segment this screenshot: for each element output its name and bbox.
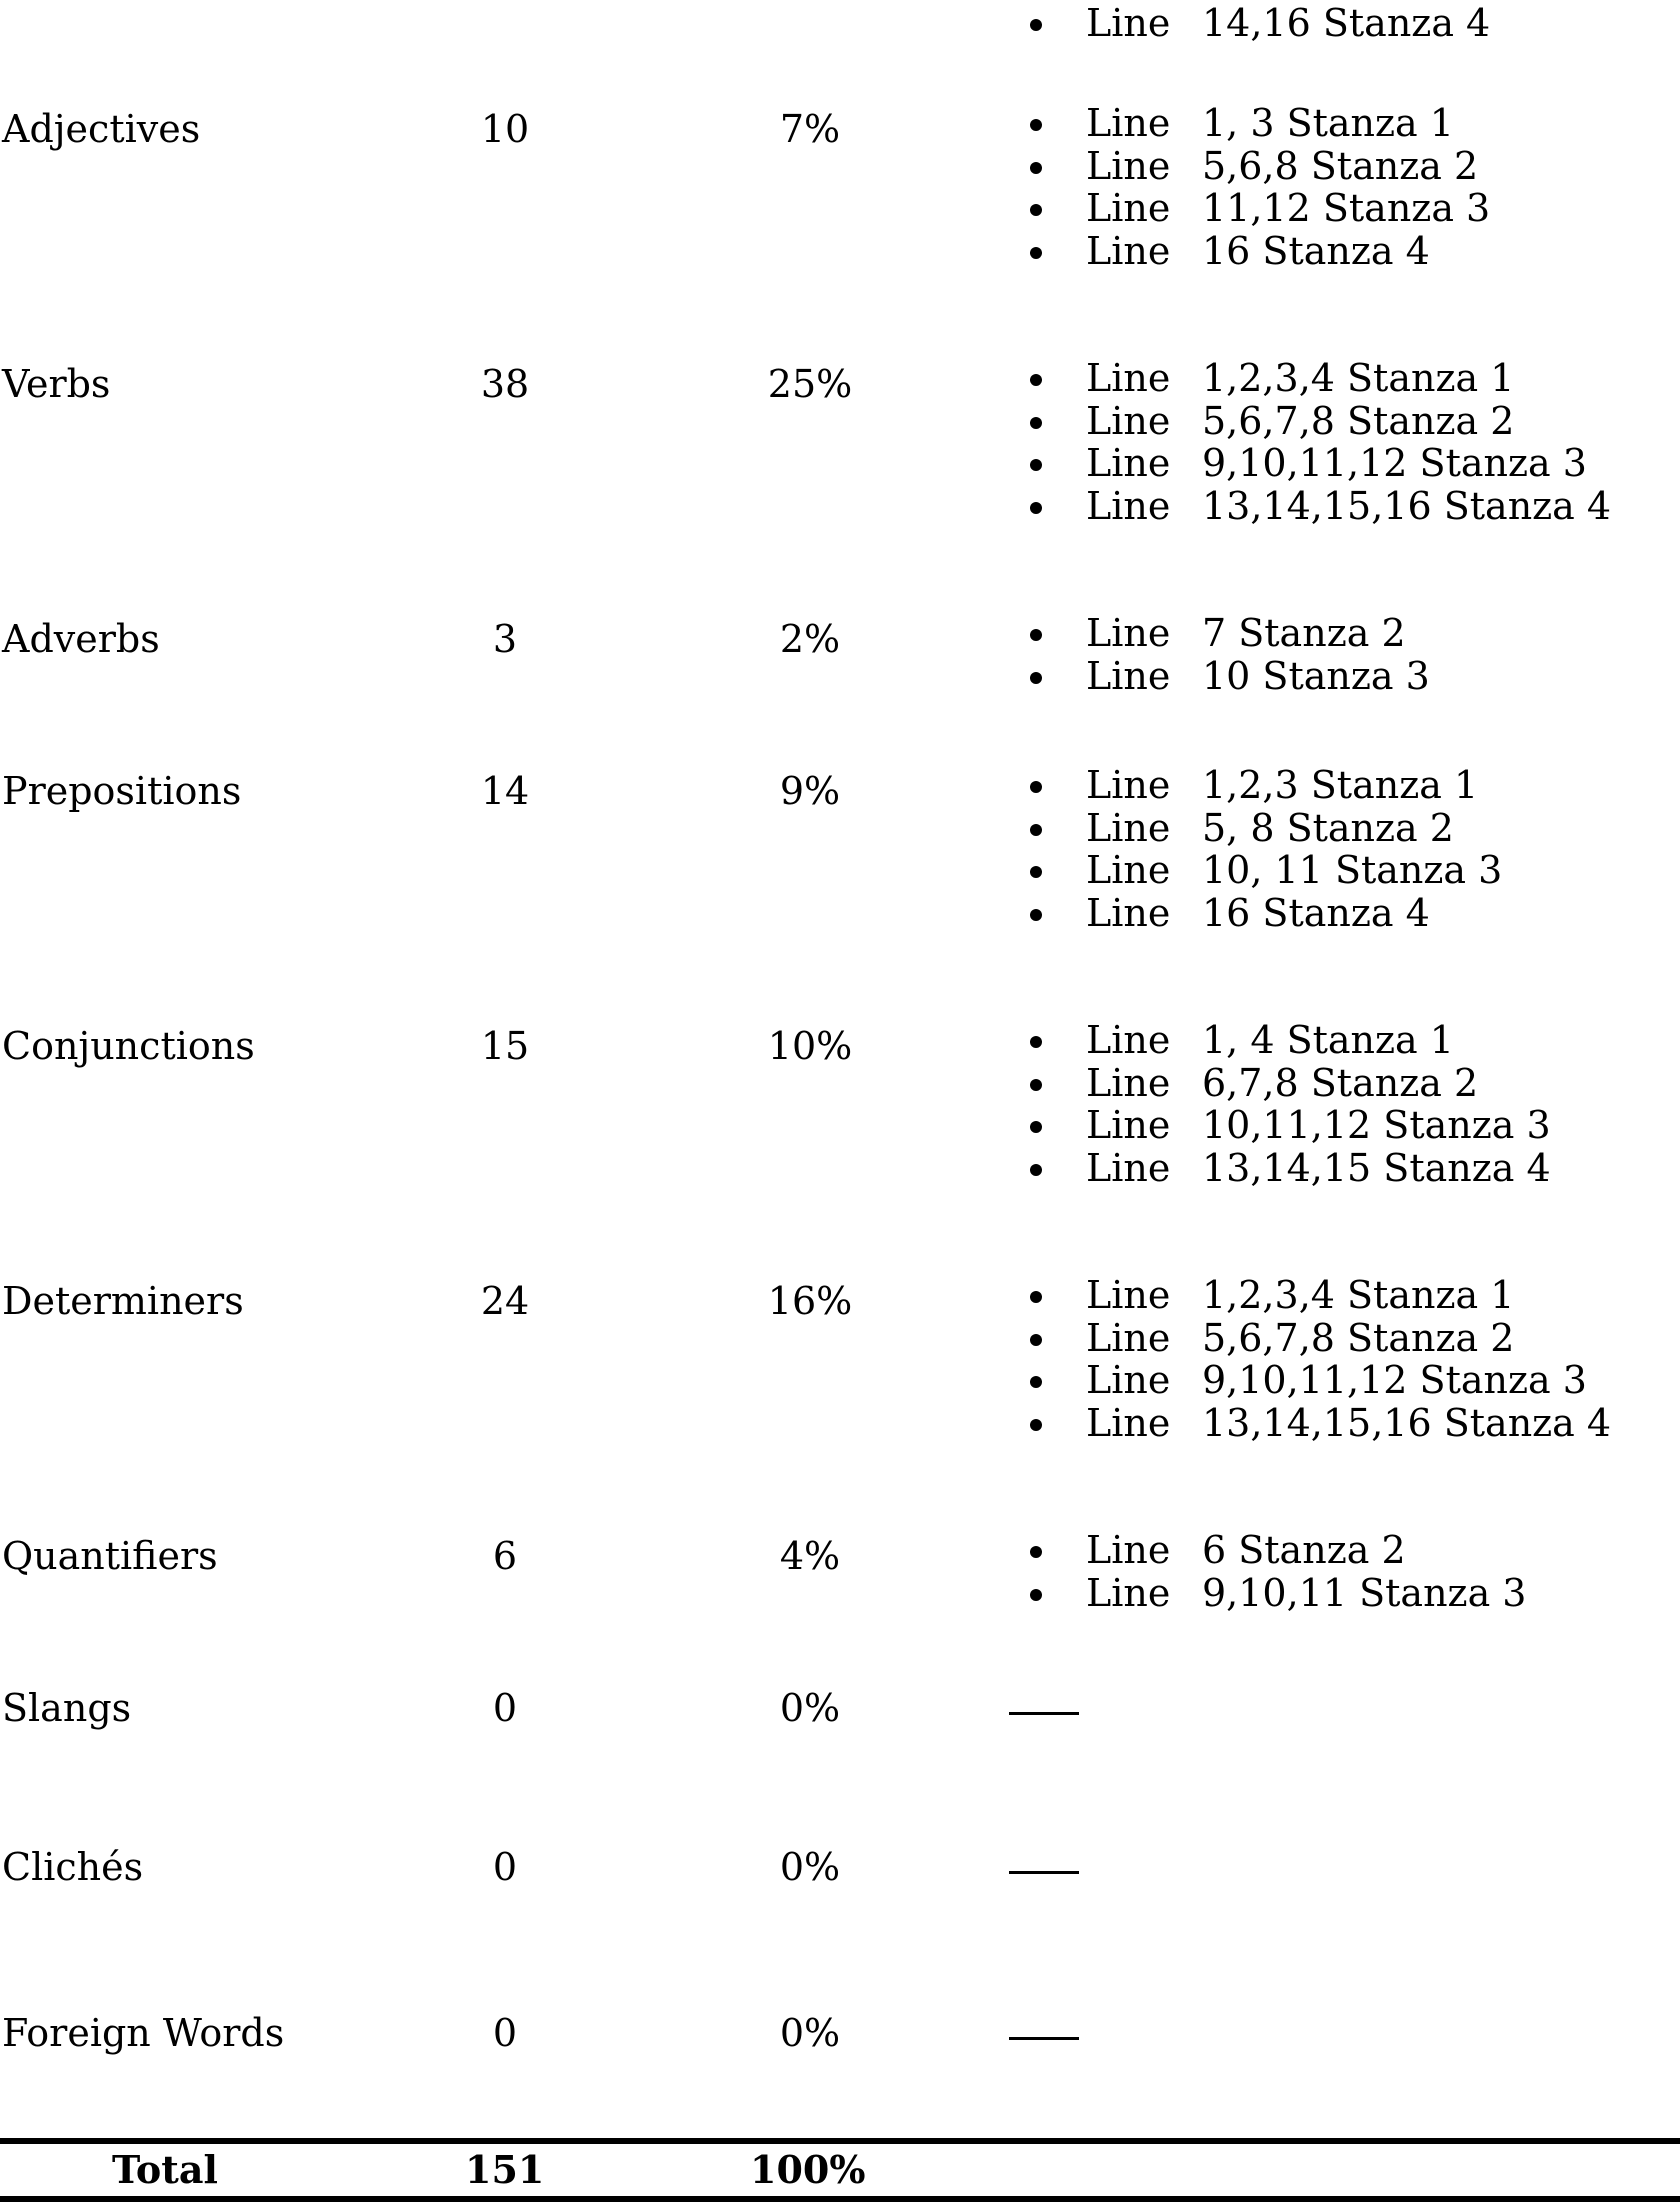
empty-dash xyxy=(1009,2037,1079,2040)
total-row xyxy=(0,2144,1680,2196)
line-reference: Line 16 Stanza 4 xyxy=(1020,226,1490,278)
line-reference: Line 5,6,8 Stanza 2 xyxy=(1020,141,1490,193)
percent-value: 7% xyxy=(779,107,841,151)
category-label: Quantifiers xyxy=(2,1534,218,1578)
percent-value: 25% xyxy=(767,362,853,406)
line-reference: Line 1,2,3,4 Stanza 1 xyxy=(1020,353,1611,405)
category-label: Foreign Words xyxy=(2,2011,285,2055)
line-reference: Line 13,14,15,16 Stanza 4 xyxy=(1020,1398,1611,1450)
percent-value: 10% xyxy=(767,1024,853,1068)
percent-value: 9% xyxy=(779,769,841,813)
line-reference: Line 16 Stanza 4 xyxy=(1020,888,1502,940)
line-reference: Line 1,2,3,4 Stanza 1 xyxy=(1020,1270,1611,1322)
category-label: Conjunctions xyxy=(2,1024,255,1068)
count-value: 24 xyxy=(480,1279,530,1323)
empty-dash xyxy=(1009,1871,1079,1874)
line-reference: Line 13,14,15,16 Stanza 4 xyxy=(1020,481,1611,533)
count-value: 15 xyxy=(480,1024,530,1068)
total-label: Total xyxy=(112,2147,218,2192)
line-reference: Line 1, 3 Stanza 1 xyxy=(1020,98,1490,150)
percent-value: 0% xyxy=(779,1686,841,1730)
count-value: 6 xyxy=(492,1534,518,1578)
percent-value: 0% xyxy=(779,2011,841,2055)
count-value: 0 xyxy=(492,2011,518,2055)
total-bottom-rule xyxy=(0,2196,1680,2202)
category-label: Adjectives xyxy=(2,107,201,151)
line-reference-list xyxy=(1020,1018,1551,1194)
percent-value: 16% xyxy=(767,1279,853,1323)
percent-value: 2% xyxy=(779,617,841,661)
line-reference: Line 6,7,8 Stanza 2 xyxy=(1020,1058,1551,1110)
total-count: 151 xyxy=(465,2147,545,2192)
line-reference-list xyxy=(1020,763,1503,939)
category-label: Verbs xyxy=(2,362,111,406)
line-reference: Line 7 Stanza 2 xyxy=(1020,608,1430,660)
line-reference: Line 5,6,7,8 Stanza 2 xyxy=(1020,396,1611,448)
line-reference-list xyxy=(1020,611,1430,702)
line-reference: Line 10,11,12 Stanza 3 xyxy=(1020,1100,1551,1152)
category-label: Clichés xyxy=(2,1845,144,1889)
line-reference-list xyxy=(1020,1273,1612,1449)
line-reference: Line 10, 11 Stanza 3 xyxy=(1020,845,1502,897)
category-label: Determiners xyxy=(2,1279,244,1323)
line-reference: Line 9,10,11,12 Stanza 3 xyxy=(1020,438,1611,490)
line-reference: Line 9,10,11 Stanza 3 xyxy=(1020,1568,1526,1620)
line-reference: Line 11,12 Stanza 3 xyxy=(1020,183,1490,235)
line-reference-list xyxy=(1020,1,1491,50)
line-reference-list xyxy=(1020,101,1491,277)
count-value: 0 xyxy=(492,1686,518,1730)
line-reference: Line 9,10,11,12 Stanza 3 xyxy=(1020,1355,1611,1407)
line-reference: Line 5, 8 Stanza 2 xyxy=(1020,803,1502,855)
count-value: 38 xyxy=(480,362,530,406)
line-reference-list xyxy=(1020,356,1612,532)
count-value: 10 xyxy=(480,107,530,151)
category-label: Adverbs xyxy=(2,617,160,661)
count-value: 14 xyxy=(480,769,530,813)
percent-value: 4% xyxy=(779,1534,841,1578)
category-label: Prepositions xyxy=(2,769,242,813)
percent-value: 0% xyxy=(779,1845,841,1889)
count-value: 0 xyxy=(492,1845,518,1889)
line-reference: Line 14,16 Stanza 4 xyxy=(1020,0,1490,50)
line-reference: Line 1,2,3 Stanza 1 xyxy=(1020,760,1502,812)
category-label: Slangs xyxy=(2,1686,132,1730)
empty-dash xyxy=(1009,1712,1079,1715)
line-reference: Line 10 Stanza 3 xyxy=(1020,651,1430,703)
line-reference-list xyxy=(1020,1528,1527,1619)
total-percent: 100% xyxy=(750,2147,866,2192)
line-reference: Line 13,14,15 Stanza 4 xyxy=(1020,1143,1551,1195)
line-reference: Line 5,6,7,8 Stanza 2 xyxy=(1020,1313,1611,1365)
line-reference: Line 1, 4 Stanza 1 xyxy=(1020,1015,1551,1067)
count-value: 3 xyxy=(492,617,518,661)
line-reference: Line 6 Stanza 2 xyxy=(1020,1525,1526,1577)
